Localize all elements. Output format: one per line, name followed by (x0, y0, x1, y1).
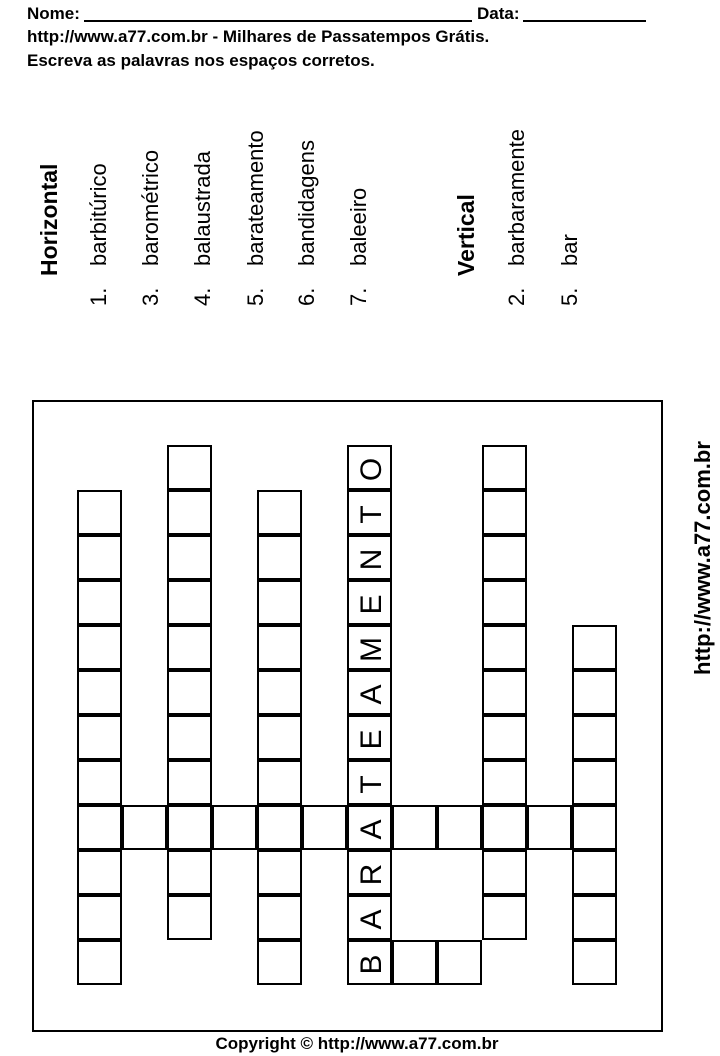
grid-cell[interactable] (77, 715, 122, 760)
grid-cell[interactable] (347, 805, 392, 850)
grid-cell[interactable] (167, 490, 212, 535)
grid-cell[interactable] (482, 850, 527, 895)
site-line: http://www.a77.com.br - Milhares de Passatempos Grátis. (27, 27, 490, 46)
grid-cell[interactable] (572, 805, 617, 850)
horizontal-title: Horizontal (36, 163, 62, 276)
side-url: http://www.a77.com.br (690, 441, 715, 675)
name-label: Nome: (27, 4, 80, 23)
grid-cell[interactable] (347, 580, 392, 625)
grid-cell[interactable] (257, 760, 302, 805)
vertical-title: Vertical (453, 194, 479, 276)
clue-vertical-2: 2.barbaramente (504, 129, 529, 306)
grid-cell[interactable] (527, 805, 572, 850)
grid-cell[interactable] (392, 805, 437, 850)
clue-vertical-5: 5.bar (557, 234, 582, 306)
copyright: Copyright © http://www.a77.com.br (215, 1034, 499, 1053)
grid-cell[interactable] (347, 625, 392, 670)
grid-cell[interactable] (167, 895, 212, 940)
grid-cell[interactable] (347, 445, 392, 490)
grid-cell[interactable] (347, 670, 392, 715)
grid-letter: A (355, 819, 388, 840)
grid-letter: A (355, 909, 388, 930)
grid-letter: T (355, 775, 388, 794)
grid-letter: M (355, 637, 388, 662)
grid-cell[interactable] (347, 895, 392, 940)
clue-horizontal-7: 7.baleeiro (346, 187, 371, 306)
clue-horizontal-4: 4.balaustrada (190, 151, 215, 306)
grid-cell[interactable] (77, 760, 122, 805)
grid-cell[interactable] (347, 490, 392, 535)
grid-cell[interactable] (77, 940, 122, 985)
clue-horizontal-1: 1.barbitúrico (86, 163, 111, 306)
grid-cell[interactable] (482, 490, 527, 535)
grid-cell[interactable] (572, 625, 617, 670)
grid-cell[interactable] (572, 895, 617, 940)
grid-cell[interactable] (482, 760, 527, 805)
grid-cell[interactable] (482, 805, 527, 850)
grid-cell[interactable] (77, 490, 122, 535)
grid-cell[interactable] (167, 760, 212, 805)
grid-cell[interactable] (392, 940, 437, 985)
grid-cell[interactable] (122, 805, 167, 850)
grid-cell[interactable] (77, 580, 122, 625)
grid-cell[interactable] (257, 940, 302, 985)
clue-horizontal-5: 5.barateamento (243, 130, 268, 306)
grid-cell[interactable] (167, 535, 212, 580)
grid-cell[interactable] (482, 535, 527, 580)
grid-cell[interactable] (257, 850, 302, 895)
grid-letter: T (355, 505, 388, 524)
grid-cell[interactable] (482, 715, 527, 760)
grid-cell[interactable] (77, 625, 122, 670)
grid-cell[interactable] (167, 580, 212, 625)
grid-cell[interactable] (167, 850, 212, 895)
grid-letter: A (355, 684, 388, 705)
grid-cell[interactable] (257, 535, 302, 580)
grid-cell[interactable] (347, 760, 392, 805)
grid-cell[interactable] (302, 805, 347, 850)
grid-cell[interactable] (167, 715, 212, 760)
grid-cell[interactable] (167, 445, 212, 490)
instruction: Escreva as palavras nos espaços corretos. (27, 51, 375, 70)
clue-horizontal-6: 6.bandidagens (294, 139, 319, 306)
grid-cell[interactable] (257, 625, 302, 670)
grid-cell[interactable] (347, 940, 392, 985)
grid-cell[interactable] (77, 850, 122, 895)
grid-letter: R (355, 863, 388, 886)
grid-letter: O (355, 457, 388, 482)
grid-cell[interactable] (572, 670, 617, 715)
grid-cell[interactable] (572, 715, 617, 760)
grid-cell[interactable] (482, 625, 527, 670)
grid-cell[interactable] (572, 940, 617, 985)
grid-letter: E (355, 594, 388, 615)
grid-cell[interactable] (347, 850, 392, 895)
grid-cell[interactable] (482, 670, 527, 715)
grid-letter: E (355, 729, 388, 750)
grid-cell[interactable] (347, 535, 392, 580)
grid-cell[interactable] (167, 805, 212, 850)
name-line[interactable] (84, 20, 472, 22)
grid-cell[interactable] (257, 580, 302, 625)
grid-cell[interactable] (77, 535, 122, 580)
grid-cell[interactable] (77, 805, 122, 850)
grid-cell[interactable] (437, 940, 482, 985)
grid-cell[interactable] (257, 490, 302, 535)
grid-cell[interactable] (347, 715, 392, 760)
grid-cell[interactable] (77, 670, 122, 715)
date-label: Data: (477, 4, 520, 23)
grid-letter: B (355, 954, 388, 975)
grid-cell[interactable] (167, 670, 212, 715)
grid-cell[interactable] (482, 895, 527, 940)
grid-cell[interactable] (572, 850, 617, 895)
clue-horizontal-3: 3.barométrico (138, 149, 163, 306)
grid-cell[interactable] (257, 895, 302, 940)
grid-cell[interactable] (167, 625, 212, 670)
grid-cell[interactable] (212, 805, 257, 850)
date-line[interactable] (523, 20, 646, 22)
grid-cell[interactable] (572, 760, 617, 805)
grid-cell[interactable] (437, 805, 482, 850)
grid-cell[interactable] (77, 895, 122, 940)
grid-cell[interactable] (482, 580, 527, 625)
grid-cell[interactable] (482, 445, 527, 490)
grid-cell[interactable] (257, 670, 302, 715)
grid-letter: N (355, 548, 388, 571)
grid-cell[interactable] (257, 805, 302, 850)
grid-cell[interactable] (257, 715, 302, 760)
